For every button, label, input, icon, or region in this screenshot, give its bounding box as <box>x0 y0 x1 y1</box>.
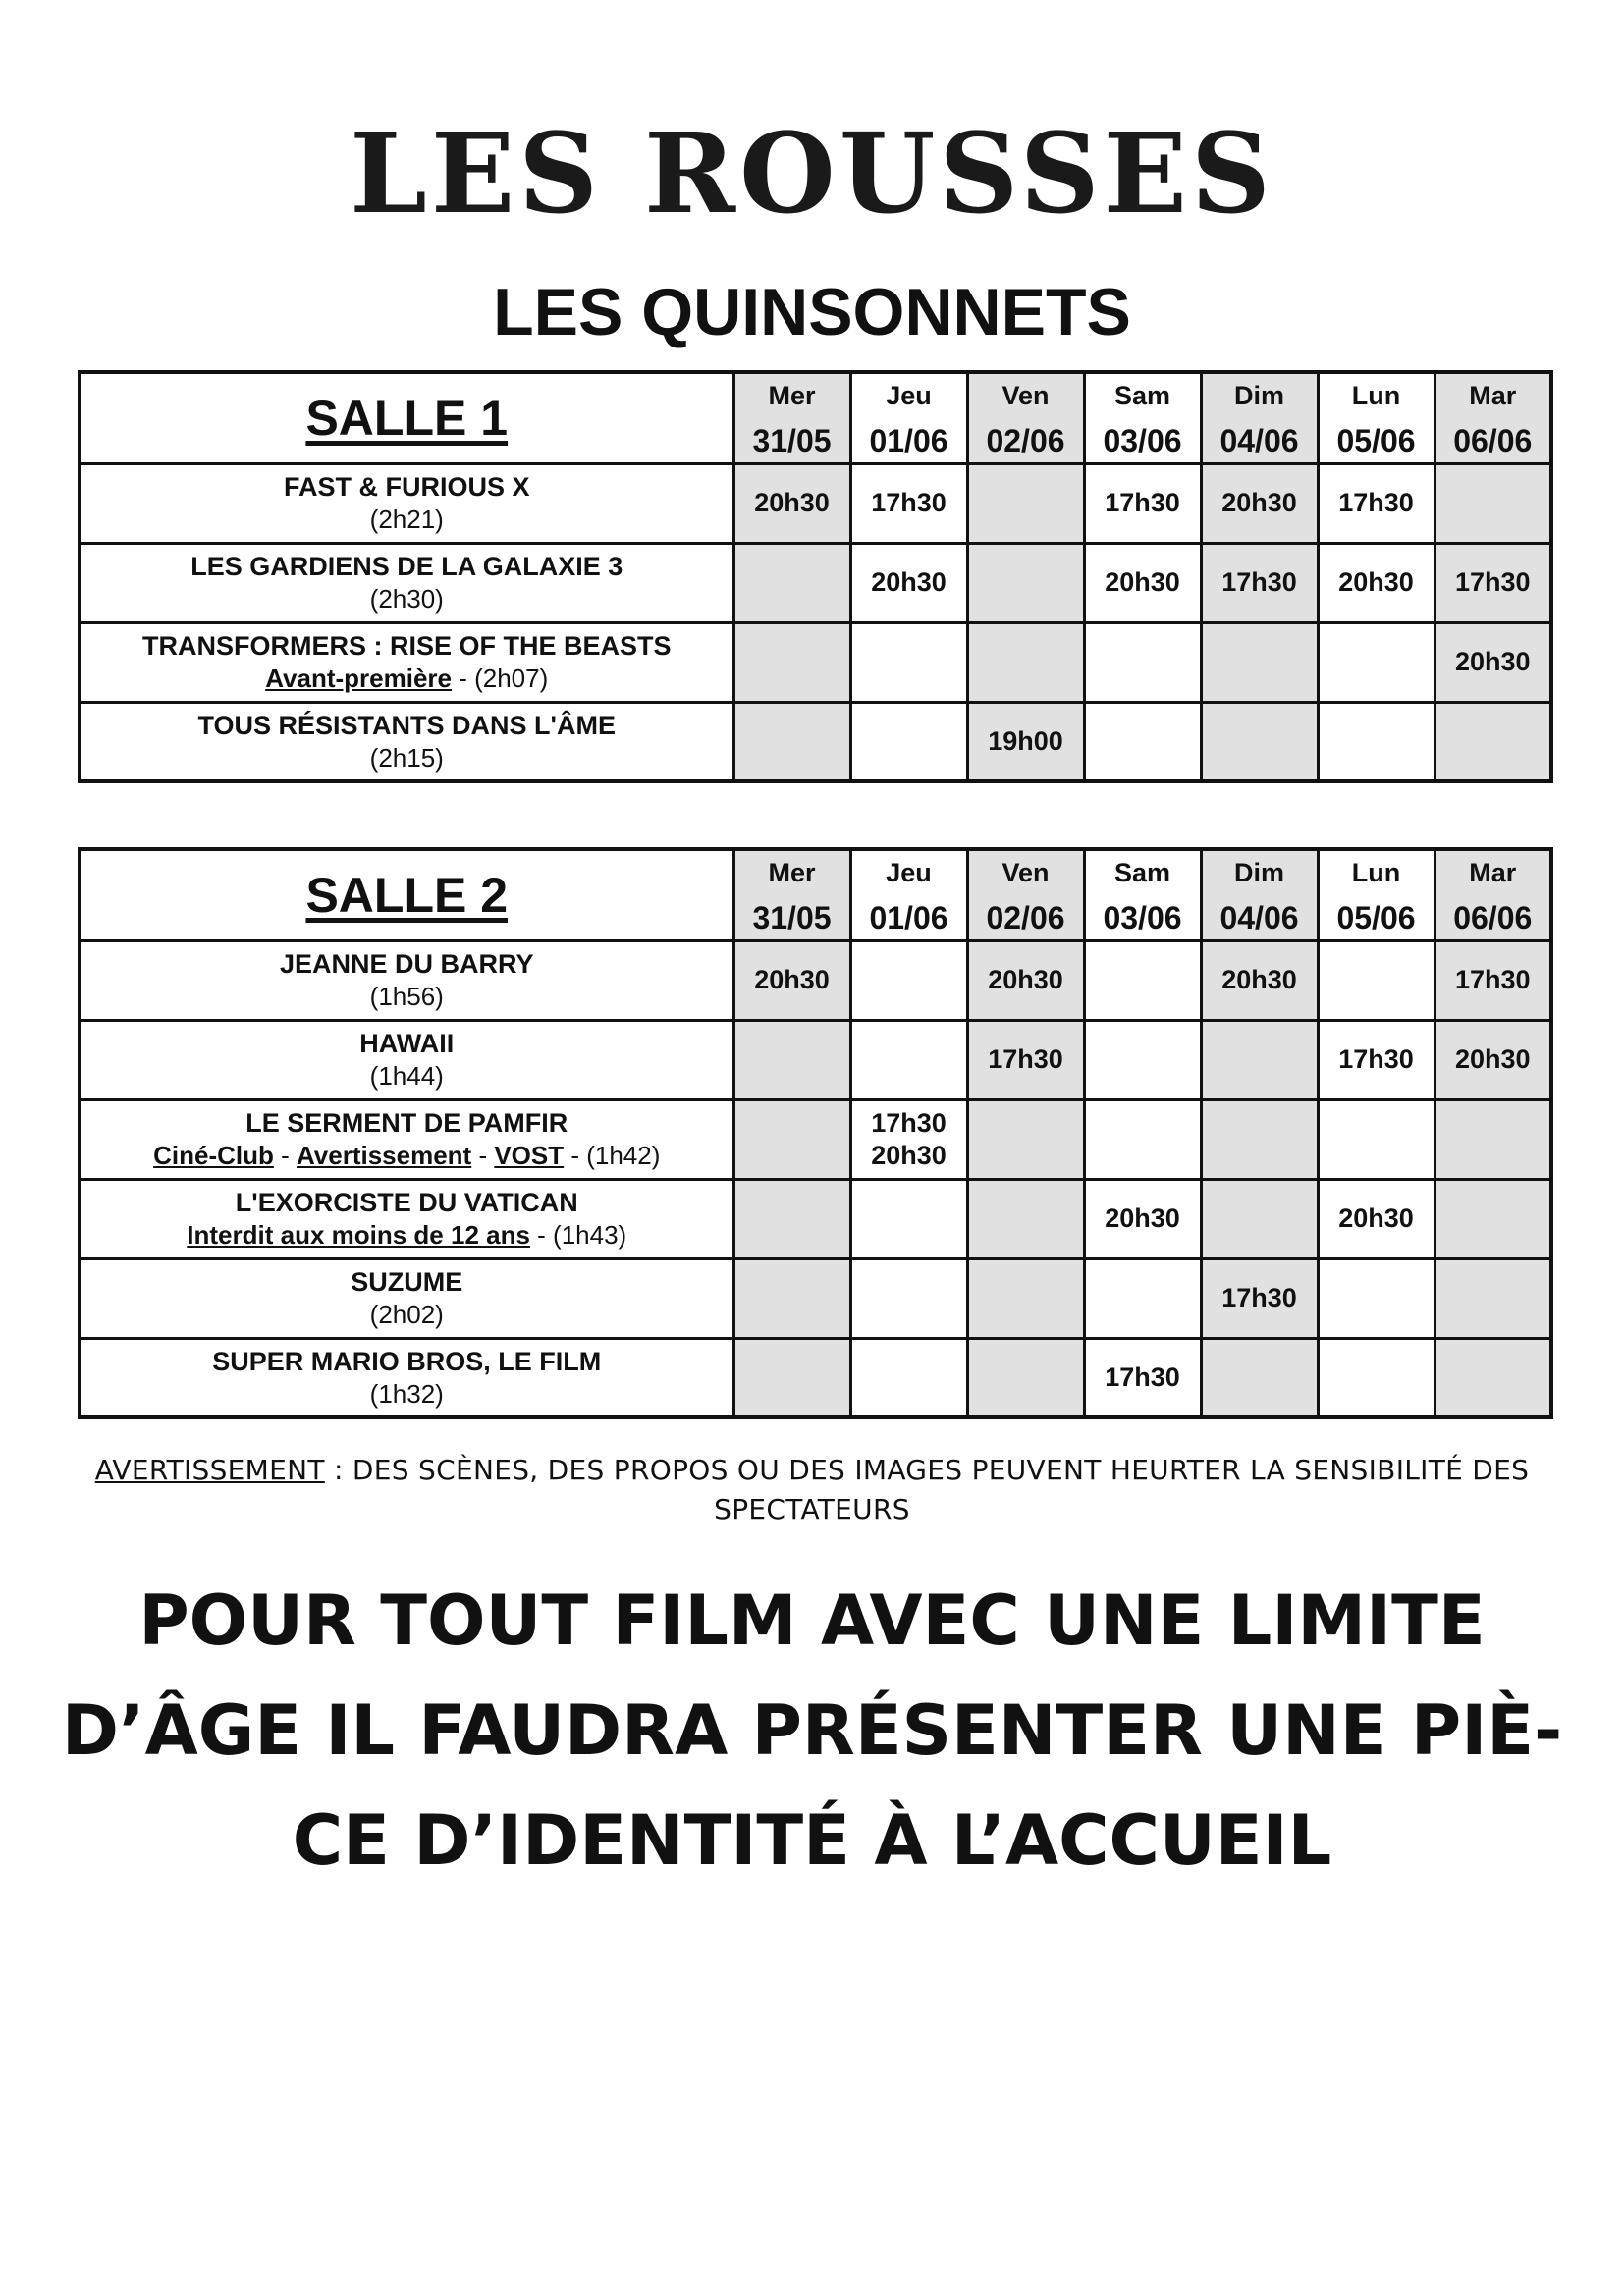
warning-note <box>88 1451 1536 1529</box>
film-detail: (1h56) <box>369 982 444 1011</box>
film-details <box>81 504 732 535</box>
schedule-table-salle-1 <box>78 370 1553 783</box>
showtime-cell <box>850 1258 967 1338</box>
showtime: 20h30 <box>871 567 947 597</box>
showtime-cell <box>1084 702 1201 781</box>
day-date: 02/06 <box>986 900 1065 936</box>
showtime-cell <box>1201 940 1318 1020</box>
film-detail: (2h21) <box>369 505 444 534</box>
day-date: 05/06 <box>1336 900 1416 936</box>
day-name: Jeu <box>886 858 932 888</box>
showtime-cell <box>850 1020 967 1099</box>
showtime-cell <box>1318 1179 1435 1258</box>
showtime-cell <box>1435 622 1551 702</box>
warning-label: AVERTISSEMENT <box>94 1454 325 1486</box>
day-date: 01/06 <box>869 900 948 936</box>
day-header <box>1201 849 1318 940</box>
film-detail: - <box>273 1141 297 1170</box>
film-detail: - (1h42) <box>564 1141 661 1170</box>
showtime-cell <box>1201 622 1318 702</box>
film-title: SUPER MARIO BROS, LE FILM <box>212 1346 602 1376</box>
notice-line: CE D’IDENTITÉ À L’ACCUEIL <box>292 1800 1332 1881</box>
showtime: 20h30 <box>1221 488 1297 517</box>
showtime: 20h30 <box>1338 1203 1414 1233</box>
table-row <box>80 1020 1551 1099</box>
showtime-cell <box>967 543 1084 622</box>
showtime-cell <box>1318 1099 1435 1179</box>
showtime-cell <box>1318 622 1435 702</box>
room-name-cell <box>80 849 733 940</box>
showtime-cell <box>1435 543 1551 622</box>
showtime-cell <box>1435 1179 1551 1258</box>
day-date: 04/06 <box>1219 900 1299 936</box>
day-date: 04/06 <box>1219 423 1299 459</box>
day-name: Sam <box>1113 381 1171 411</box>
room-name: SALLE 1 <box>305 390 509 446</box>
day-date: 03/06 <box>1103 423 1182 459</box>
showtime-cell <box>967 1099 1084 1179</box>
showtime-cell <box>1084 622 1201 702</box>
day-name: Dim <box>1233 858 1284 888</box>
showtime-cell <box>967 702 1084 781</box>
film-details <box>81 1219 732 1251</box>
table-row <box>80 463 1551 543</box>
day-name: Mar <box>1469 858 1517 888</box>
showtime-cell <box>1318 463 1435 543</box>
showtime-cell <box>967 1258 1084 1338</box>
showtime-cell <box>733 1099 850 1179</box>
showtime-cell <box>967 463 1084 543</box>
showtime-cell <box>733 543 850 622</box>
table-row <box>80 940 1551 1020</box>
showtime-cell <box>733 1338 850 1417</box>
film-title: L'EXORCISTE DU VATICAN <box>235 1188 578 1217</box>
showtime-cell <box>1435 1258 1551 1338</box>
day-name: Ven <box>1001 858 1050 888</box>
showtime-cell <box>733 1020 850 1099</box>
showtime-cell <box>1318 702 1435 781</box>
showtime-cell <box>1201 1179 1318 1258</box>
film-detail: VOST <box>494 1141 565 1170</box>
film-title: TOUS RÉSISTANTS DANS L'ÂME <box>197 710 616 740</box>
film-cell <box>80 463 733 543</box>
table-row <box>80 622 1551 702</box>
showtime: 17h30 <box>1221 567 1297 597</box>
showtime-cell <box>1318 1020 1435 1099</box>
showtime: 17h30 <box>988 1044 1063 1074</box>
table-header-row <box>80 372 1551 463</box>
showtime-cell <box>850 940 967 1020</box>
day-name: Jeu <box>886 381 932 411</box>
day-date: 31/05 <box>752 423 832 459</box>
notice-line: POUR TOUT FILM AVEC UNE LIMITE <box>138 1580 1486 1661</box>
day-header <box>1318 849 1435 940</box>
showtime-cell <box>1201 543 1318 622</box>
day-header <box>967 849 1084 940</box>
showtime: 17h30 <box>1454 567 1531 597</box>
showtime: 17h30 <box>1338 488 1414 517</box>
film-cell <box>80 1020 733 1099</box>
page-title: LES ROUSSES <box>350 110 1274 239</box>
film-details <box>81 981 732 1012</box>
day-header <box>1084 372 1201 463</box>
schedule-table-salle-2 <box>78 847 1553 1419</box>
day-date: 03/06 <box>1103 900 1182 936</box>
showtime-cell <box>1084 543 1201 622</box>
showtime-cell <box>1435 940 1551 1020</box>
table-row <box>80 702 1551 781</box>
warning-text: : DES SCÈNES, DES PROPOS OU DES IMAGES PEUVENT HEURTER LA SENSIBILITÉ DES SPECTATEURS <box>324 1454 1530 1525</box>
film-cell <box>80 1179 733 1258</box>
film-cell <box>80 622 733 702</box>
showtime-cell <box>1201 1258 1318 1338</box>
film-cell <box>80 543 733 622</box>
showtime-cell <box>733 940 850 1020</box>
day-header <box>850 372 967 463</box>
table-row <box>80 1258 1551 1338</box>
showtime-cell <box>1318 1338 1435 1417</box>
room-name: SALLE 2 <box>305 867 509 923</box>
showtime: 20h30 <box>1221 965 1297 994</box>
showtime: 20h30 <box>871 1140 947 1170</box>
film-title: SUZUME <box>351 1267 463 1297</box>
showtime: 17h30 <box>871 488 947 517</box>
showtime-cell <box>1318 543 1435 622</box>
film-detail: (1h32) <box>369 1378 444 1409</box>
showtime-cell <box>733 463 850 543</box>
showtime-cell <box>850 463 967 543</box>
film-details <box>81 1299 732 1330</box>
film-detail: - (1h43) <box>529 1220 627 1250</box>
film-detail: Ciné-Club <box>153 1141 274 1170</box>
showtime-cell <box>733 1258 850 1338</box>
showtime: 20h30 <box>754 965 830 994</box>
day-name: Lun <box>1351 858 1401 888</box>
showtime: 20h30 <box>754 488 830 517</box>
showtime-cell <box>1318 940 1435 1020</box>
film-title: LE SERMENT DE PAMFIR <box>245 1108 568 1138</box>
day-header <box>967 372 1084 463</box>
day-header <box>1435 849 1551 940</box>
film-title: TRANSFORMERS : RISE OF THE BEASTS <box>141 631 672 661</box>
showtime: 17h30 <box>1338 1044 1414 1074</box>
room-name-cell <box>80 372 733 463</box>
film-detail: (2h02) <box>369 1300 444 1329</box>
table-row <box>80 1179 1551 1258</box>
day-name: Mer <box>768 858 816 888</box>
film-detail: Interdit aux moins de 12 ans <box>187 1220 530 1250</box>
film-title: LES GARDIENS DE LA GALAXIE 3 <box>190 552 623 581</box>
showtime-cell <box>1084 1179 1201 1258</box>
showtime-cell <box>1435 1099 1551 1179</box>
showtime-cell <box>850 543 967 622</box>
showtime-cell <box>733 1179 850 1258</box>
showtime-cell <box>1435 1338 1551 1417</box>
showtime: 20h30 <box>1338 567 1414 597</box>
day-date: 06/06 <box>1453 423 1533 459</box>
day-header <box>733 849 850 940</box>
showtime-cell <box>1435 1020 1551 1099</box>
showtime: 20h30 <box>988 965 1063 994</box>
showtime-cell <box>1084 1020 1201 1099</box>
day-header <box>1318 372 1435 463</box>
showtime-cell <box>1318 1258 1435 1338</box>
film-cell <box>80 1338 733 1417</box>
showtime-cell <box>733 622 850 702</box>
showtime: 20h30 <box>1105 1203 1180 1233</box>
showtime-cell <box>1201 463 1318 543</box>
day-header <box>1084 849 1201 940</box>
showtime-cell <box>1084 1338 1201 1417</box>
showtime-cell <box>1201 702 1318 781</box>
film-details <box>81 1060 732 1092</box>
day-name: Mer <box>768 381 816 411</box>
showtime-cell <box>850 622 967 702</box>
day-header <box>1435 372 1551 463</box>
notice-line: D’ÂGE IL FAUDRA PRÉSENTER UNE PIÈ- <box>61 1690 1563 1771</box>
film-details <box>81 1378 732 1410</box>
film-detail: (2h30) <box>369 584 444 614</box>
film-cell <box>80 1258 733 1338</box>
film-details <box>81 1140 732 1171</box>
film-detail: - <box>471 1141 495 1170</box>
showtime-cell <box>1084 1099 1201 1179</box>
showtime-cell <box>967 622 1084 702</box>
film-title: HAWAII <box>359 1029 455 1058</box>
showtime-cell <box>850 1179 967 1258</box>
showtime-cell <box>1201 1020 1318 1099</box>
showtime: 17h30 <box>1105 488 1180 517</box>
showtime-cell <box>1084 1258 1201 1338</box>
day-date: 02/06 <box>986 423 1065 459</box>
showtime-cell <box>967 1338 1084 1417</box>
showtime-cell <box>1435 463 1551 543</box>
showtime-cell <box>1084 463 1201 543</box>
showtime-cell <box>1201 1338 1318 1417</box>
day-date: 01/06 <box>869 423 948 459</box>
day-name: Mar <box>1469 381 1517 411</box>
table-row <box>80 1338 1551 1417</box>
showtime-cell <box>1435 702 1551 781</box>
showtime-cell <box>1201 1099 1318 1179</box>
day-name: Lun <box>1351 381 1401 411</box>
film-detail: Avant-première <box>265 664 452 693</box>
film-detail: (1h44) <box>369 1061 444 1091</box>
showtime: 20h30 <box>1454 1044 1531 1074</box>
showtime-cell <box>967 1020 1084 1099</box>
film-title: FAST & FURIOUS X <box>283 472 530 502</box>
showtime-cell <box>850 702 967 781</box>
showtime-cell <box>850 1338 967 1417</box>
film-cell <box>80 702 733 781</box>
day-date: 05/06 <box>1336 423 1416 459</box>
table-row <box>80 1099 1551 1179</box>
film-cell <box>80 940 733 1020</box>
day-name: Dim <box>1233 381 1284 411</box>
day-name: Sam <box>1113 858 1171 888</box>
film-details <box>81 663 732 694</box>
film-title: JEANNE DU BARRY <box>279 949 534 979</box>
showtime: 17h30 <box>1221 1283 1297 1312</box>
film-detail: (2h15) <box>369 742 444 773</box>
showtime-cell <box>1084 940 1201 1020</box>
showtime-cell <box>967 940 1084 1020</box>
film-details <box>81 583 732 614</box>
day-date: 31/05 <box>752 900 832 936</box>
showtime: 19h00 <box>988 725 1063 756</box>
film-details <box>81 742 732 774</box>
showtime-cell <box>967 1179 1084 1258</box>
table-row <box>80 543 1551 622</box>
day-header <box>733 372 850 463</box>
day-header <box>1201 372 1318 463</box>
showtime: 20h30 <box>1454 647 1531 676</box>
showtime-cell <box>850 1099 967 1179</box>
showtime-cell <box>733 702 850 781</box>
film-cell <box>80 1099 733 1179</box>
day-name: Ven <box>1001 381 1050 411</box>
cinema-name: LES QUINSONNETS <box>493 275 1131 349</box>
table-header-row <box>80 849 1551 940</box>
age-limit-notice <box>59 1566 1565 1896</box>
day-date: 06/06 <box>1453 900 1533 936</box>
film-detail: Avertissement <box>296 1141 472 1170</box>
showtime: 17h30 <box>1454 965 1531 994</box>
showtime: 17h30 <box>871 1107 947 1138</box>
day-header <box>850 849 967 940</box>
showtime: 17h30 <box>1105 1362 1180 1392</box>
showtime: 20h30 <box>1105 567 1180 597</box>
film-detail: - (2h07) <box>452 664 549 693</box>
